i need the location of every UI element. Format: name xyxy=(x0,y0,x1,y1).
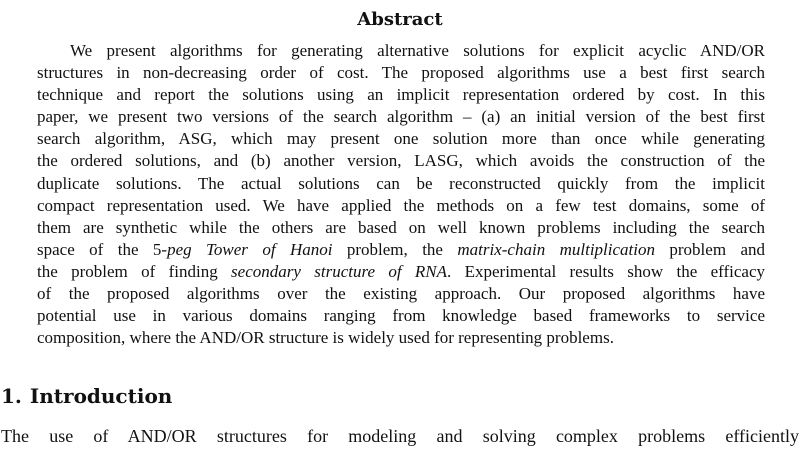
italic-term: matrix-chain multiplication xyxy=(457,239,655,259)
abstract-heading: Abstract xyxy=(357,9,443,30)
abstract-line xyxy=(37,84,765,106)
abstract-line xyxy=(37,217,765,239)
section-title: Introduction xyxy=(29,384,173,408)
abstract-line xyxy=(37,239,765,261)
text-run: problem, the xyxy=(332,239,458,259)
abstract-line xyxy=(37,150,765,172)
text-run: of the proposed algorithms over the existing approach. Our proposed algorithms have xyxy=(37,284,765,304)
text-run: We present algorithms for generating alternative solutions for explicit acyclic AND/OR xyxy=(70,41,765,60)
abstract-line xyxy=(37,305,765,327)
abstract-line xyxy=(37,327,765,349)
text-run: space of the 5- xyxy=(37,239,168,259)
abstract-line xyxy=(37,62,765,84)
text-run: . Experimental results show the efficacy xyxy=(447,261,765,281)
text-run: compact representation used. We have applied the methods on a few test domains, some of xyxy=(37,195,765,215)
text-run: composition, where the AND/OR structure is widely used for representing problems. xyxy=(37,328,614,348)
abstract-line xyxy=(37,283,765,305)
text-run: paper, we present two versions of the search algorithm – (a) an initial version of the best first xyxy=(37,107,765,127)
abstract-line xyxy=(37,173,765,195)
abstract-line xyxy=(37,40,765,62)
text-run: problem and xyxy=(654,239,766,259)
italic-term: peg Tower of Hanoi xyxy=(167,239,333,259)
text-run: structures in non-decreasing order of cost. The proposed algorithms use a best first search xyxy=(37,63,765,83)
abstract-line xyxy=(37,261,765,283)
text-run: duplicate solutions. The actual solutions can be reconstructed quickly from the implicit xyxy=(37,173,765,193)
abstract-body xyxy=(37,40,765,349)
section-heading-introduction xyxy=(1,382,172,410)
text-run: the ordered solutions, and (b) another version, LASG, which avoids the construction of the xyxy=(37,151,765,171)
italic-term: secondary structure of RNA xyxy=(231,261,448,281)
text-run: search algorithm, ASG, which may present one solution more than once while generating xyxy=(37,129,765,149)
text-run: them are synthetic while the others are based on well known problems including the search xyxy=(37,217,765,237)
abstract-line xyxy=(37,106,765,128)
section-number: 1. xyxy=(1,384,22,408)
text-run: potential use in various domains ranging from knowledge based frameworks to service xyxy=(37,306,765,326)
abstract-line xyxy=(37,128,765,150)
introduction-first-line: The use of AND/OR structures for modeling and solving complex problems efficiently xyxy=(1,426,799,446)
text-run: technique and report the solutions using an implicit representation ordered by cost. In this xyxy=(37,85,765,105)
abstract-line xyxy=(37,195,765,217)
text-run: the problem of finding xyxy=(37,261,232,281)
